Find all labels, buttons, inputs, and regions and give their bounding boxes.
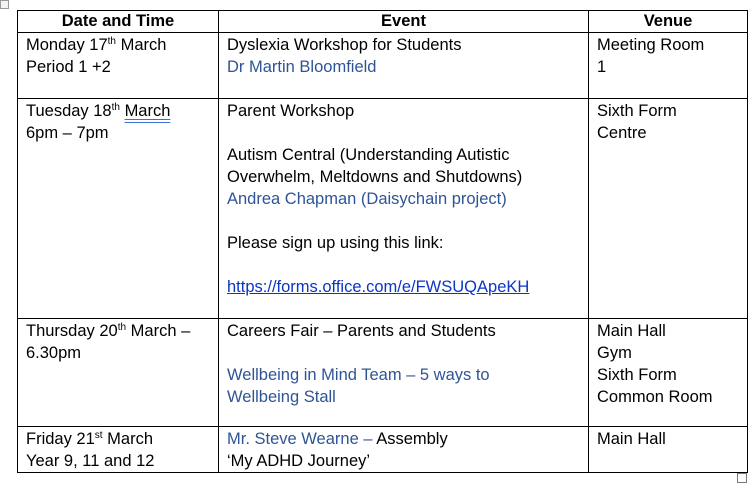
- table-resize-handle[interactable]: [737, 473, 747, 483]
- event-cell: [219, 33, 589, 99]
- table-header-row: [18, 11, 748, 33]
- event-title: Dyslexia Workshop for Students: [227, 36, 462, 54]
- event-title: Parent Workshop: [227, 102, 355, 120]
- event-title: Assembly: [372, 430, 448, 448]
- header-venue: Venue: [589, 11, 748, 33]
- event-speaker: Andrea Chapman (Daisychain project): [227, 190, 507, 208]
- spellcheck-flag[interactable]: March: [124, 102, 171, 120]
- header-event: Event: [219, 11, 589, 33]
- event-cell: Parent Workshop Autism Central (Understanding Autistic Overwhelm, Meltdowns and Shutdowns) Andrea Chapman (Daisychain project) Please sign up using this link: https://forms.office.com/e/FWSUQApeKH: [219, 99, 589, 319]
- event-speaker: Mr. Steve Wearne –: [227, 430, 373, 448]
- venue-cell: Main Hall: [589, 427, 748, 473]
- date-cell: Monday 17th March Period 1 +2: [18, 33, 219, 99]
- date-cell: Tuesday 18th March 6pm – 7pm: [18, 99, 219, 319]
- date-cell: Thursday 20th March – 6.30pm: [18, 319, 219, 427]
- table-row: [18, 319, 748, 427]
- table-row: [18, 33, 748, 99]
- venue-cell: Main Hall Gym Sixth Form Common Room: [589, 319, 748, 427]
- events-table: [17, 10, 748, 473]
- event-speaker: Wellbeing in Mind Team – 5 ways to: [227, 366, 490, 384]
- event-cell: Careers Fair – Parents and Students Wellbeing in Mind Team – 5 ways to Wellbeing Stall: [219, 319, 589, 427]
- table-move-handle[interactable]: [0, 0, 9, 9]
- venue-cell: Sixth Form Centre: [589, 99, 748, 319]
- signup-link[interactable]: https://forms.office.com/e/FWSUQApeKH: [227, 278, 530, 296]
- event-cell: Mr. Steve Wearne – Assembly ‘My ADHD Journey’: [219, 427, 589, 473]
- event-title: Careers Fair – Parents and Students: [227, 322, 496, 340]
- table-row: [18, 99, 748, 319]
- date-cell: Friday 21st March Year 9, 11 and 12: [18, 427, 219, 473]
- table-row: [18, 427, 748, 473]
- venue-cell: Meeting Room 1: [589, 33, 748, 99]
- header-date: Date and Time: [18, 11, 219, 33]
- event-speaker: Dr Martin Bloomfield: [227, 58, 377, 76]
